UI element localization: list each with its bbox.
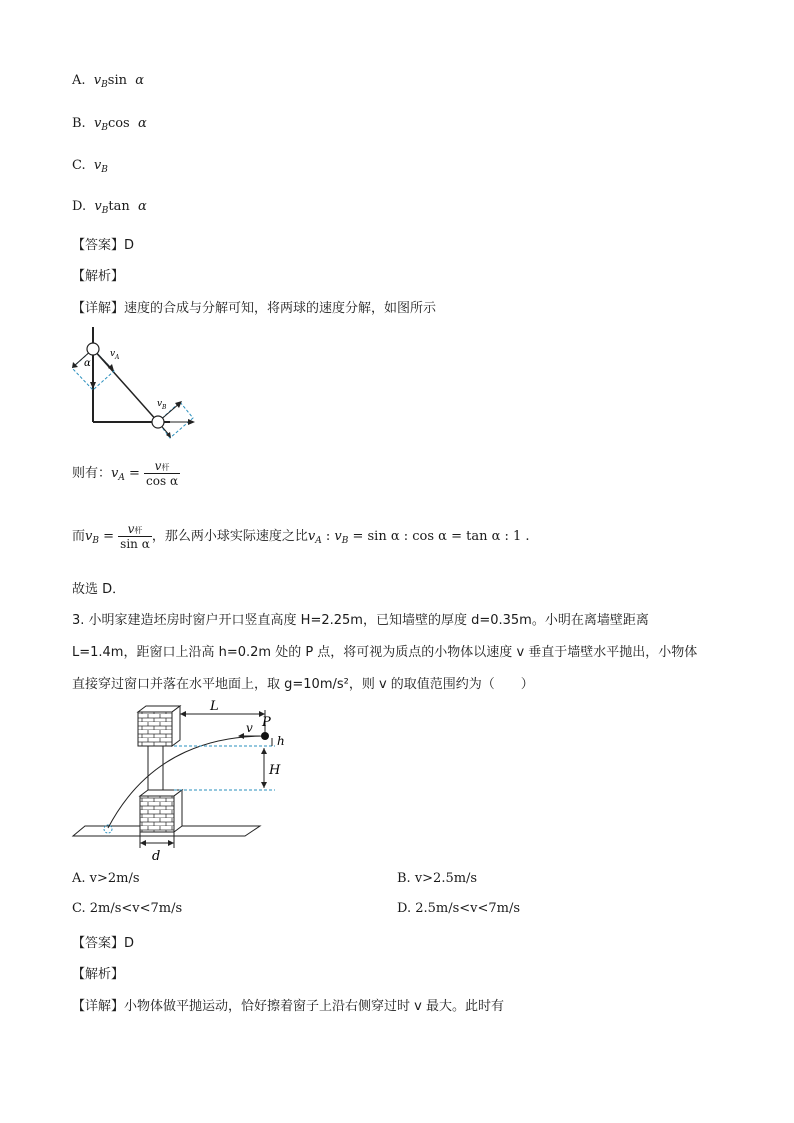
q3-line-1: 3. 小明家建造坯房时窗户开口竖直高度 H=2.25m，已知墙壁的厚度 d=0.35m。小明在离墙壁距离: [72, 613, 649, 628]
label-h: h: [277, 734, 285, 748]
option-c: C. $v_B$: [72, 158, 108, 175]
lower-wall: [140, 796, 174, 832]
label-va-sub: A: [115, 354, 120, 361]
q3-line-3: 直接穿过窗口并落在水平地面上，取 g=10m/s²，则 v 的取值范围约为（ ）: [72, 677, 534, 692]
option-b: B. $v_B\cos$ α: [72, 116, 147, 133]
ball-a: [87, 343, 99, 355]
label-l: L: [210, 699, 219, 714]
label-alpha: α: [84, 358, 91, 369]
figure-velocity-decomposition: [60, 322, 200, 442]
label-H: H: [269, 763, 281, 778]
label-p: P: [262, 715, 271, 730]
option-a: A. $v_B\sin$ α: [72, 73, 145, 90]
analysis-2-label: 【解析】: [72, 967, 125, 982]
label-vb: v: [157, 399, 163, 409]
q3-option-a: A. v>2m/s: [72, 871, 140, 886]
ball-b: [152, 416, 164, 428]
analysis-1-label: 【解析】: [72, 269, 125, 284]
answer-2: 【答案】D: [72, 936, 135, 951]
equation-2: 而$v_B$ = $\frac{\text{v杆}}{\text{sin α}}$ ，那么两小球实际速度之比$v_A$ : $v_B = \sin \alpha$ : cos α = tan α : 1 .: [72, 522, 530, 551]
q3-line-2: L=1.4m，距窗口上沿高 h=0.2m 处的 P 点，将可视为质点的小物体以速度 v 垂直于墙壁水平抛出，小物体: [72, 645, 698, 660]
answer-1: 【答案】D: [72, 238, 135, 253]
q3-option-b: B. v>2.5m/s: [397, 871, 478, 886]
label-va: v: [110, 349, 116, 359]
conclusion-1: 故选 D．: [72, 582, 126, 597]
figure-window-wall: [70, 698, 285, 864]
point-p: [261, 732, 269, 740]
trajectory: [108, 736, 265, 828]
equation-1: 则有：$v_A$ = $\frac{\text{v杆}}{\text{cos α}}$: [72, 459, 179, 488]
q3-option-c: C. 2m/s<v<7m/s: [72, 901, 183, 916]
upper-wall: [138, 712, 172, 746]
label-v: v: [246, 721, 253, 735]
detail-2: 【详解】小物体做平抛运动，恰好擦着窗子上沿右侧穿过时 v 最大。此时有: [72, 999, 504, 1014]
q3-option-d: D. 2.5m/s<v<7m/s: [397, 901, 521, 916]
option-d: D. $v_B\tan$ α: [72, 199, 147, 216]
label-vb-sub: B: [162, 404, 167, 411]
label-d: d: [152, 849, 161, 864]
detail-1: 【详解】速度的合成与分解可知，将两球的速度分解，如图所示: [72, 301, 437, 316]
